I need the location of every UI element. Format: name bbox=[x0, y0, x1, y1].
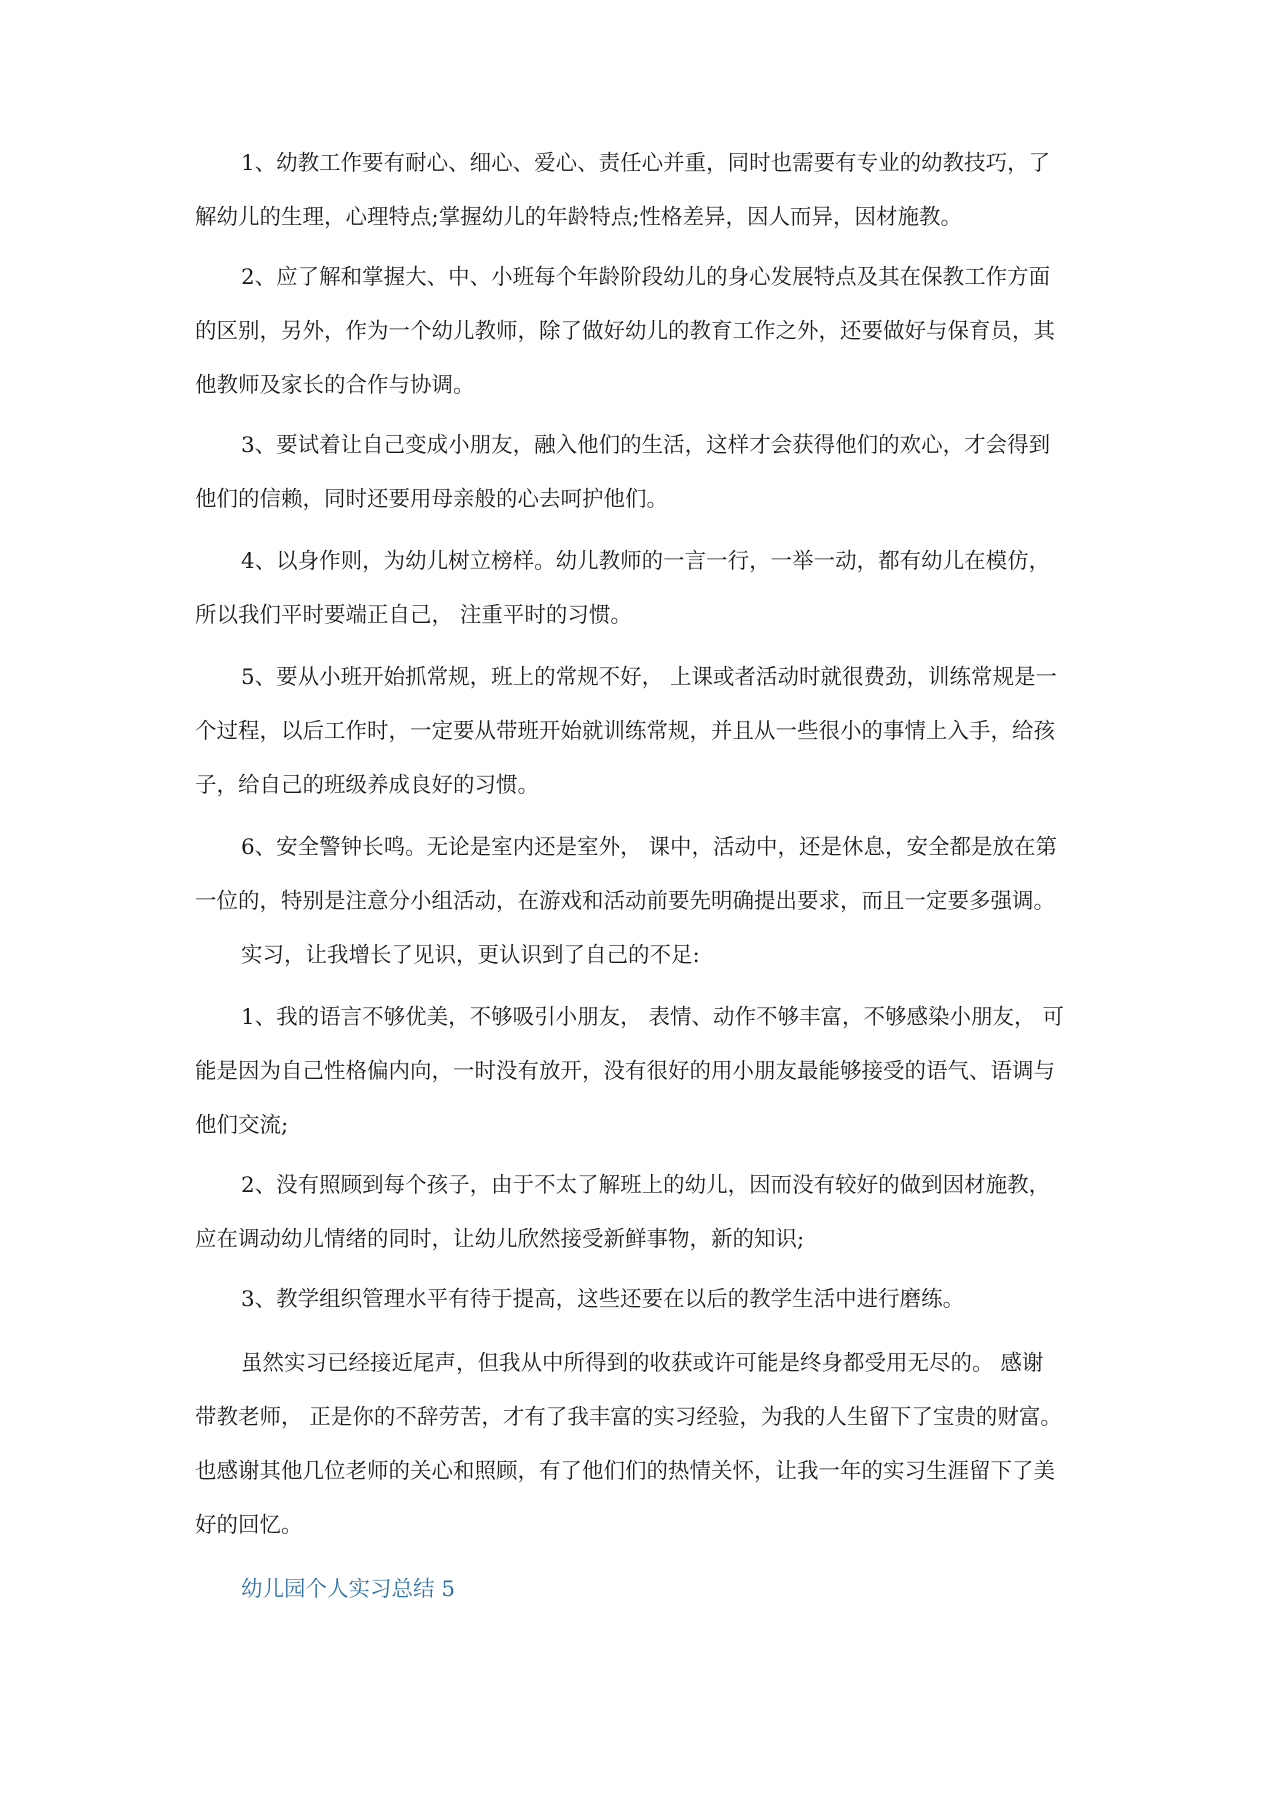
paragraph bbox=[195, 1159, 1095, 1267]
paragraph-line: 解幼儿的生理，心理特点;掌握幼儿的年龄特点;性格差异，因人而异，因材施教。 bbox=[195, 205, 962, 230]
paragraph-line: 3、要试着让自己变成小朋友，融入他们的生活，这样才会获得他们的欢心，才会得到 bbox=[241, 433, 1051, 458]
paragraph-line: 应在调动幼儿情绪的同时，让幼儿欣然接受新鲜事物，新的知识; bbox=[195, 1227, 805, 1252]
paragraph bbox=[195, 419, 1095, 527]
paragraph bbox=[195, 137, 1095, 245]
paragraph-line: 子，给自己的班级养成良好的习惯。 bbox=[195, 773, 540, 798]
paragraph-line: 他教师及家长的合作与协调。 bbox=[195, 373, 475, 398]
paragraph-line: 6、安全警钟长鸣。无论是室内还是室外， 课中，活动中，还是休息，安全都是放在第 bbox=[241, 835, 1058, 860]
paragraph bbox=[195, 821, 1095, 929]
paragraph-line: 2、应了解和掌握大、中、小班每个年龄阶段幼儿的身心发展特点及其在保教工作方面 bbox=[241, 265, 1051, 290]
paragraph-line: 个过程，以后工作时，一定要从带班开始就训练常规，并且从一些很小的事情上入手，给孩 bbox=[195, 719, 1056, 744]
paragraph-line: 3、教学组织管理水平有待于提高，这些还要在以后的教学生活中进行磨练。 bbox=[241, 1287, 965, 1312]
paragraph-line: 一位的，特别是注意分小组活动，在游戏和活动前要先明确提出要求，而且一定要多强调。 bbox=[195, 889, 1056, 914]
paragraph-line: 所以我们平时要端正自己， 注重平时的习惯。 bbox=[195, 603, 632, 628]
paragraph bbox=[195, 535, 1095, 643]
paragraph bbox=[195, 651, 1095, 813]
paragraph-line: 能是因为自己性格偏内向，一时没有放开，没有很好的用小朋友最能够接受的语气、语调与 bbox=[195, 1059, 1056, 1084]
paragraph-line: 4、以身作则，为幼儿树立榜样。幼儿教师的一言一行，一举一动，都有幼儿在模仿， bbox=[241, 549, 1051, 574]
paragraph-line: 实习，让我增长了见识，更认识到了自己的不足: bbox=[241, 943, 700, 968]
paragraph-line: 虽然实习已经接近尾声，但我从中所得到的收获或许可能是终身都受用无尽的。 感谢 bbox=[241, 1351, 1044, 1376]
paragraph-line: 1、幼教工作要有耐心、细心、爱心、责任心并重，同时也需要有专业的幼教技巧，了 bbox=[241, 151, 1051, 176]
document-page bbox=[195, 137, 1095, 1617]
paragraph bbox=[195, 929, 1095, 983]
paragraph bbox=[195, 991, 1095, 1153]
paragraph-line: 的区别，另外，作为一个幼儿教师，除了做好幼儿的教育工作之外，还要做好与保育员，其 bbox=[195, 319, 1056, 344]
paragraph-line: 好的回忆。 bbox=[195, 1513, 303, 1538]
paragraph-line: 1、我的语言不够优美，不够吸引小朋友， 表情、动作不够丰富，不够感染小朋友， 可 bbox=[241, 1005, 1064, 1030]
paragraph bbox=[195, 1273, 1095, 1327]
paragraph-line: 2、没有照顾到每个孩子，由于不太了解班上的幼儿，因而没有较好的做到因材施教， bbox=[241, 1173, 1051, 1198]
document-body bbox=[195, 137, 1095, 1617]
paragraph bbox=[195, 1337, 1095, 1553]
paragraph-line: 带教老师， 正是你的不辞劳苦，才有了我丰富的实习经验，为我的人生留下了宝贵的财富。 bbox=[195, 1405, 1062, 1430]
paragraph-line: 他们的信赖，同时还要用母亲般的心去呵护他们。 bbox=[195, 487, 669, 512]
paragraph-line: 也感谢其他几位老师的关心和照顾，有了他们们的热情关怀，让我一年的实习生涯留下了美 bbox=[195, 1459, 1056, 1484]
section-heading: 幼儿园个人实习总结 5 bbox=[241, 1577, 456, 1602]
paragraph-line: 5、要从小班开始抓常规，班上的常规不好， 上课或者活动时就很费劲，训练常规是一 bbox=[241, 665, 1058, 690]
paragraph bbox=[195, 251, 1095, 413]
paragraph-line: 他们交流; bbox=[195, 1113, 289, 1138]
